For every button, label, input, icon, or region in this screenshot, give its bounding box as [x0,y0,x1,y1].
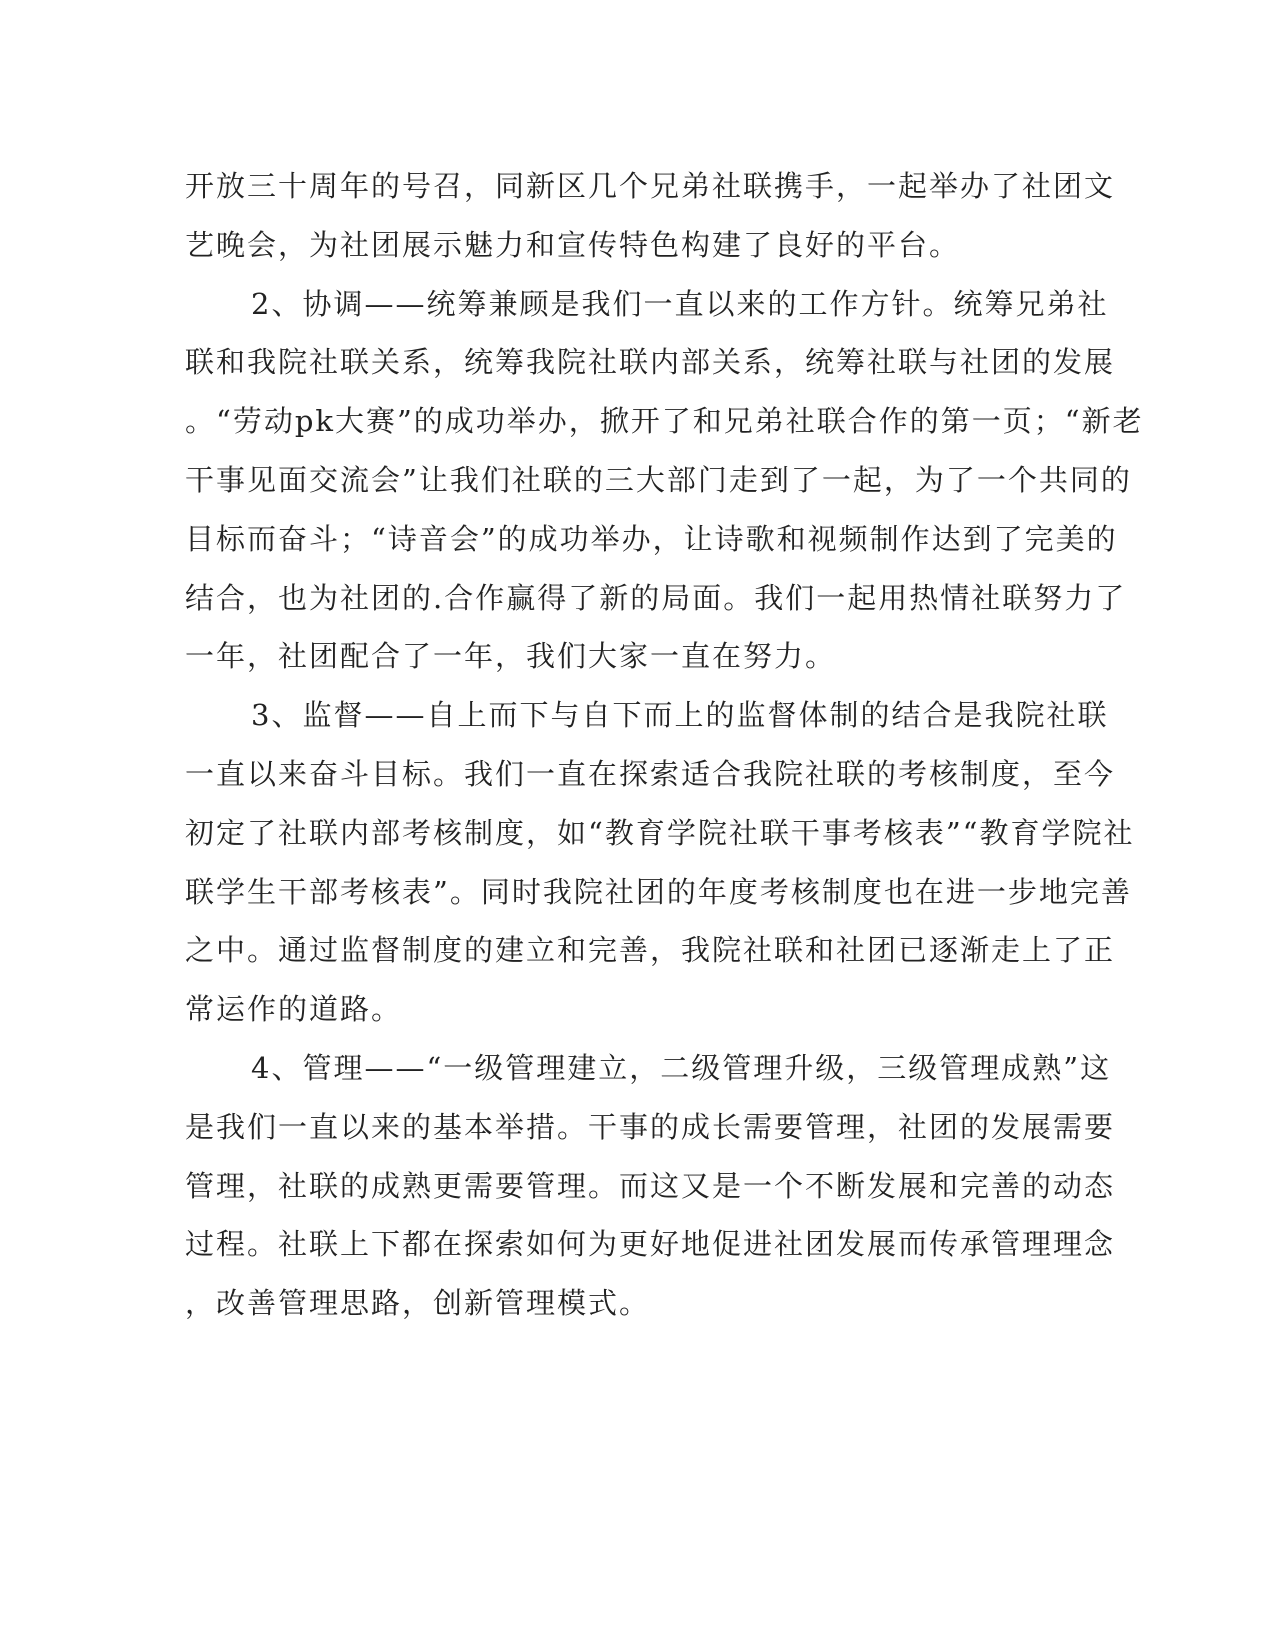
text-line: 一直以来奋斗目标。我们一直在探索适合我院社联的考核制度，至今 [185,756,1116,791]
text-line: 一年，社团配合了一年，我们大家一直在努力。 [185,639,837,674]
body-text [185,157,1144,1333]
text-line: 目标而奋斗；“诗音会”的成功举办，让诗歌和视频制作达到了完美的 [185,521,1118,556]
text-line: 开放三十周年的号召，同新区几个兄弟社联携手，一起举办了社团文 [185,169,1116,203]
text-line: 是我们一直以来的基本举措。干事的成长需要管理，社团的发展需要 [185,1109,1116,1144]
text-line: 。“劳动pk大赛”的成功举办，掀开了和兄弟社联合作的第一页；“新老 [185,404,1144,439]
text-line: 结合，也为社团的.合作赢得了新的局面。我们一起用热情社联努力了 [185,580,1127,615]
text-line: ，改善管理思路，创新管理模式。 [185,1286,651,1321]
text-line: 干事见面交流会”让我们社联的三大部门走到了一起，为了一个共同的 [185,462,1132,497]
paragraph-4-start: 4、管理——“一级管理建立，二级管理升级，三级管理成熟”这 [251,1050,1112,1085]
text-line: 联学生干部考核表”。同时我院社团的年度考核制度也在进一步地完善 [185,874,1132,909]
text-line: 初定了社联内部考核制度，如“教育学院社联干事考核表”“教育学院社 [185,815,1135,850]
text-line: 过程。社联上下都在探索如何为更好地促进社团发展而传承管理理念 [185,1227,1116,1262]
text-line: 艺晚会，为社团展示魅力和宣传特色构建了良好的平台。 [185,227,961,262]
text-line: 之中。通过监督制度的建立和完善，我院社联和社团已逐渐走上了正 [185,933,1116,968]
paragraph-3-start: 3、监督——自上而下与自下而上的监督体制的结合是我院社联 [251,698,1109,733]
text-line: 联和我院社联关系，统筹我院社联内部关系，统筹社联与社团的发展 [185,345,1116,380]
paragraph-2-start: 2、协调——统筹兼顾是我们一直以来的工作方针。统筹兄弟社 [251,286,1109,321]
text-line: 管理，社联的成熟更需要管理。而这又是一个不断发展和完善的动态 [185,1168,1116,1203]
text-line: 常运作的道路。 [185,992,403,1027]
